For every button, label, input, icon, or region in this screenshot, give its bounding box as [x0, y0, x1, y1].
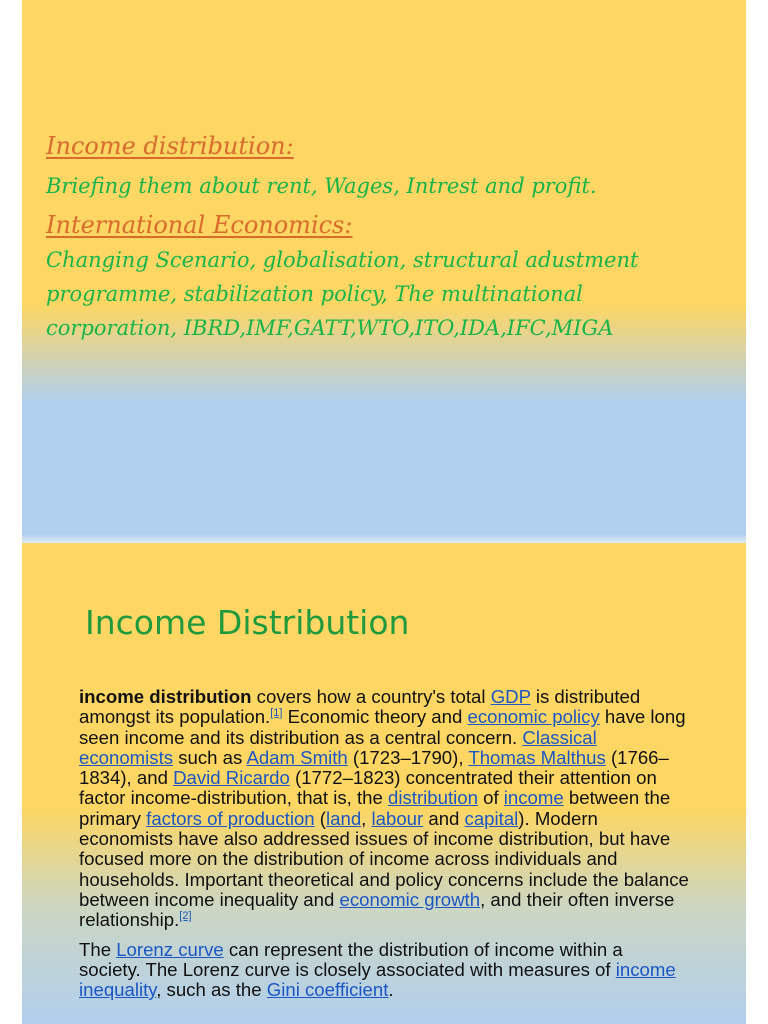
international-economics-line-2: programme, stabilization policy, The multinational: [46, 282, 583, 306]
citation-1[interactable]: [1]: [270, 707, 283, 720]
text: between the primary: [79, 787, 671, 829]
bold-term: income distribution: [79, 686, 252, 707]
international-economics-line-1: Changing Scenario, globalisation, structural adustment: [46, 248, 639, 272]
link-adam-smith[interactable]: Adam Smith: [246, 746, 348, 768]
income-distribution-heading: Income distribution:: [46, 132, 294, 160]
text: Economic theory and: [282, 706, 468, 728]
link-capital[interactable]: capital: [464, 807, 519, 829]
international-economics-heading: International Economics:: [46, 211, 353, 239]
text: , such as the: [156, 979, 267, 1001]
link-economic-policy[interactable]: economic policy: [467, 706, 600, 728]
link-thomas-malthus[interactable]: Thomas Malthus: [468, 746, 606, 768]
link-gdp[interactable]: GDP: [490, 686, 531, 707]
link-factors-of-production[interactable]: factors of production: [146, 807, 315, 829]
income-distribution-body: Briefing them about rent, Wages, Intrest and profit.: [46, 174, 597, 198]
text: of: [477, 787, 504, 809]
link-david-ricardo[interactable]: David Ricardo: [173, 767, 290, 789]
text: such as: [173, 746, 247, 768]
link-lorenz-curve[interactable]: Lorenz curve: [116, 938, 224, 960]
slide-title: Income Distribution: [85, 603, 410, 642]
text: .: [388, 979, 394, 1001]
text: is distributed amongst its population.: [79, 686, 641, 728]
link-land[interactable]: land: [326, 807, 362, 829]
citation-2[interactable]: [2]: [179, 910, 192, 923]
text: (1723–1790),: [347, 746, 469, 768]
slide-1: [22, 0, 746, 543]
link-income-inequality[interactable]: income inequality: [79, 958, 676, 1001]
paragraph-1: [79, 687, 689, 931]
text: and: [423, 807, 465, 829]
article-body: [79, 687, 689, 1009]
slide-2: [22, 543, 746, 1024]
text: (: [314, 807, 326, 829]
international-economics-line-3: corporation, IBRD,IMF,GATT,WTO,ITO,IDA,IFC,MIGA: [46, 316, 614, 340]
text: (1766–1834), and: [79, 746, 669, 789]
text: ,: [361, 807, 372, 829]
paragraph-2: [79, 940, 689, 1001]
text: The: [79, 938, 117, 960]
link-labour[interactable]: labour: [371, 807, 424, 829]
text: can represent the distribution of income within a society. The Lorenz curve is closely associated with measures of: [79, 938, 623, 980]
text: covers how a country's total: [251, 686, 491, 707]
text: , and their often inverse relationship.: [79, 888, 675, 931]
link-income[interactable]: income: [503, 787, 564, 809]
text: ). Modern economists have also addressed issues of income distribution, but have focused more on the distribution of income across individuals and households. Important theoretical and policy concerns include the balance between income inequality and: [79, 807, 689, 910]
link-distribution[interactable]: distribution: [388, 787, 478, 809]
text: (1772–1823) concentrated their attention on factor income-distribution, that is, the: [79, 767, 657, 809]
slide-separator: [22, 534, 746, 543]
text: have long seen income and its distribution as a central concern.: [79, 706, 686, 748]
link-economic-growth[interactable]: economic growth: [339, 888, 481, 910]
link-gini-coefficient[interactable]: Gini coefficient: [266, 979, 389, 1001]
link-classical-economists[interactable]: Classical economists: [79, 726, 597, 768]
